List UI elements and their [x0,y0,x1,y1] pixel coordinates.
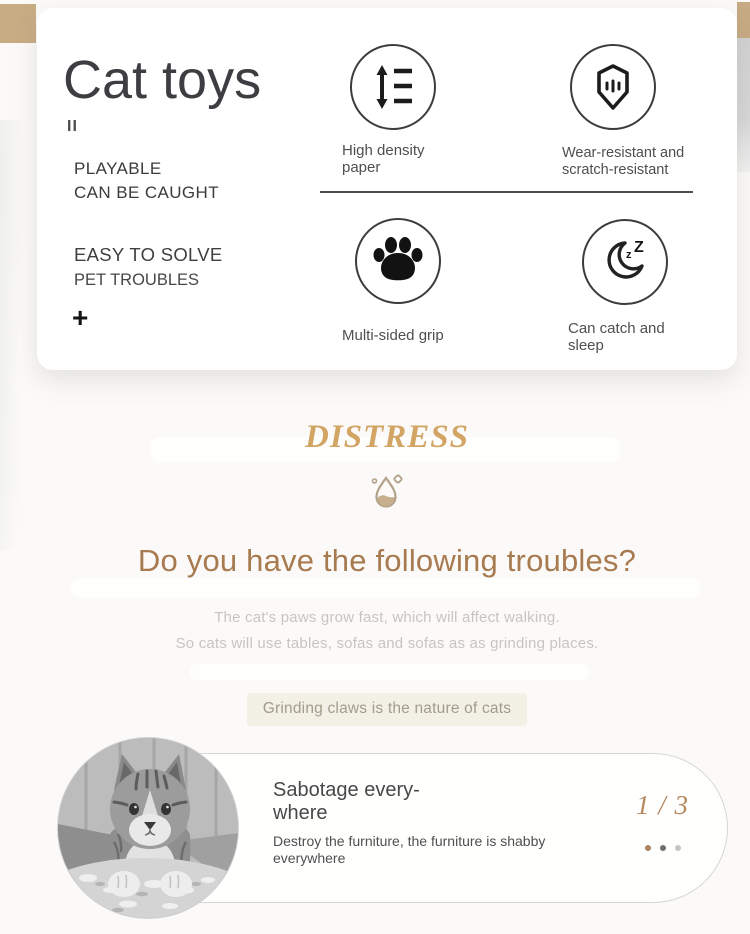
tagline-easy-to-solve [74,242,223,292]
feature-label-line: Multi-sided grip [342,327,444,344]
highlight-row [0,693,750,726]
water-drop-icon [0,472,750,521]
feature-label-line: High density [342,142,425,159]
plus-mark: + [72,302,89,333]
feature-label-line: Wear-resistant and [562,145,685,161]
tagline-line: PLAYABLE [74,159,162,178]
feature-label-line: Can catch and [568,320,665,337]
feature-wear-resistant [570,44,656,130]
paw-icon [370,233,426,289]
feature-high-density [350,44,436,130]
moon-sleep-icon [597,234,653,290]
title-mark: II [67,118,78,135]
section-eyebrow: DISTRESS [305,419,469,455]
section-subtext: The cat's paws grow fast, which will affect walking. [214,609,560,626]
tagline-line: PET TROUBLES [74,271,200,289]
background-tan-corner [0,4,36,43]
feature-catch-sleep [582,219,668,305]
highlight-text: Grinding claws is the nature of cats [247,693,527,726]
tagline-line: CAN BE CAUGHT [74,183,219,202]
carousel-dot[interactable] [675,845,681,851]
carousel-dot[interactable] [645,845,651,851]
hero-card [37,8,737,370]
feature-label-catch-sleep [568,320,665,354]
feature-multi-grip [355,218,441,304]
svg-text:Z: Z [634,239,644,256]
feature-label-wear-resistant [562,145,684,179]
feature-divider [320,191,693,193]
feature-label-multi-grip [342,327,444,344]
feature-label-line: scratch-resistant [562,162,669,178]
carousel-dots [645,845,681,851]
feature-label-high-density [342,142,425,176]
page-title: Cat toys [63,50,262,110]
trouble-description-line: Destroy the furniture, the furniture is shabby [273,833,546,849]
trouble-title-line: Sabotage every- [273,779,420,801]
cat-scratching-photo [58,738,238,918]
shield-icon [587,61,639,113]
background-smudge [190,664,590,680]
background-smudge [70,578,700,598]
feature-label-line: paper [342,159,381,176]
feature-label-line: sleep [568,337,604,354]
trouble-description [273,833,545,866]
carousel-dot[interactable] [660,845,666,851]
trouble-title-line: where [273,802,328,824]
section-heading: Do you have the following troubles? [137,543,637,578]
trouble-title [273,779,420,825]
svg-text:z: z [626,249,632,261]
line-density-icon [367,61,419,113]
carousel-page-indicator: 1 / 3 [636,790,690,820]
trouble-description-line: everywhere [273,849,346,866]
background-tan-strip [737,2,750,38]
tagline-playable [74,157,219,205]
background-gray-strip [737,38,750,172]
section-subtext: So cats will use tables, sofas and sofas as as grinding places. [175,635,599,652]
tagline-line: EASY TO SOLVE [74,244,223,265]
